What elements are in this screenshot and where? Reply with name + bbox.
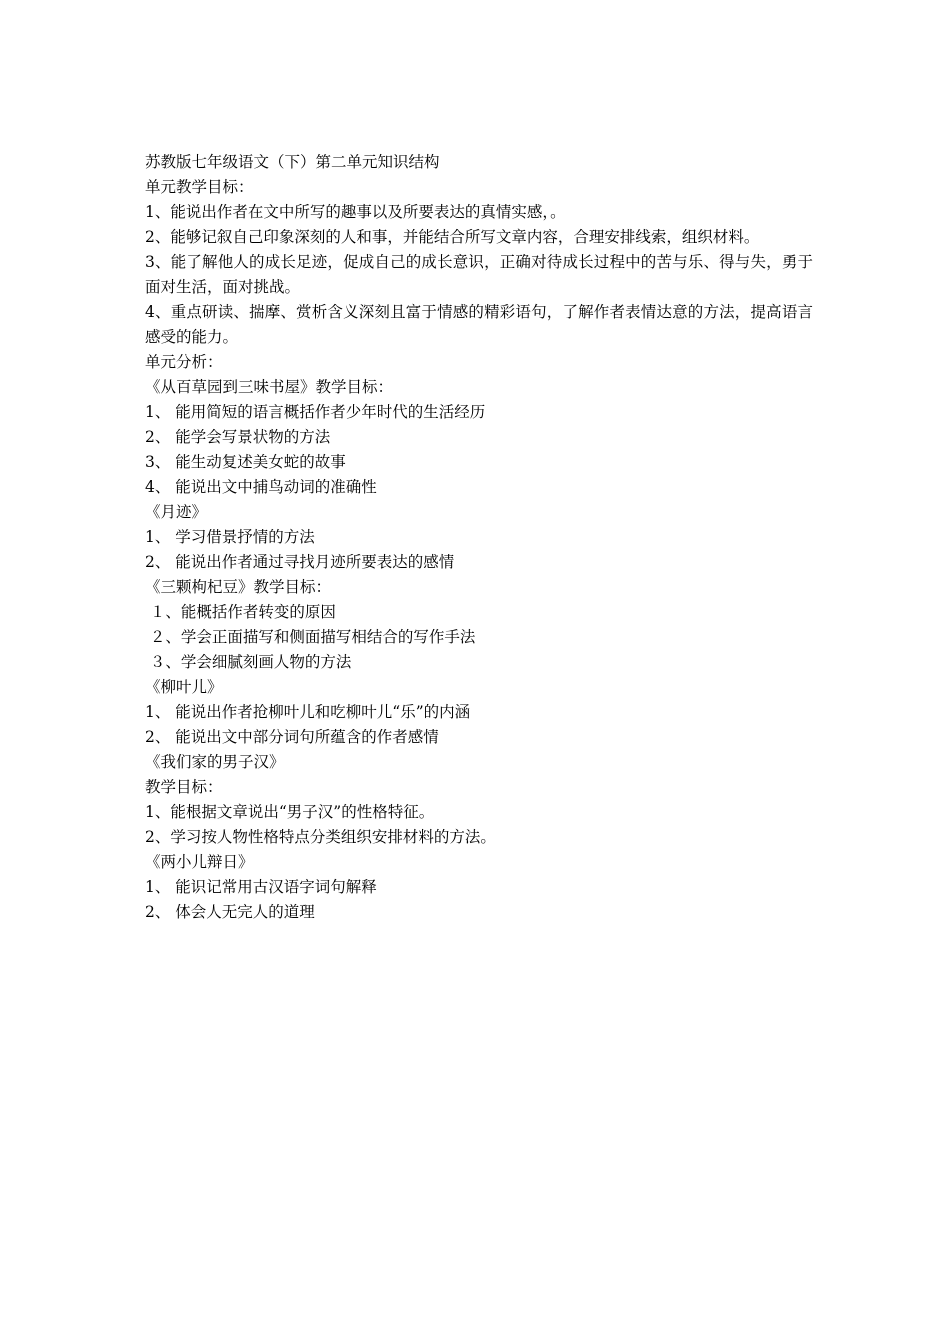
lesson-item: 2、 能说出文中部分词句所蕴含的作者感情 <box>145 728 439 746</box>
document-content <box>145 150 813 925</box>
lesson-item: 4、 能说出文中捕鸟动词的准确性 <box>145 478 377 496</box>
lesson-item: 1、 能说出作者抢柳叶儿和吃柳叶儿“乐”的内涵 <box>145 703 471 721</box>
lesson-item: 2、 能说出作者通过寻找月迹所要表达的感情 <box>145 553 455 571</box>
lesson-heading: 《两小儿辩日》 <box>145 853 254 871</box>
lesson-subheading: 教学目标： <box>145 778 223 796</box>
lesson-item: 1、 能用简短的语言概括作者少年时代的生活经历 <box>145 403 486 421</box>
unit-goal-item: 3、能了解他人的成长足迹，促成自己的成长意识，正确对待成长过程中的苦与乐、得与失，勇于面对生活，面对挑战。 <box>145 253 813 296</box>
lesson-item: 2、 体会人无完人的道理 <box>145 903 315 921</box>
lesson-heading: 《从百草园到三味书屋》教学目标： <box>145 378 394 396</box>
lesson-item: 2、 能学会写景状物的方法 <box>145 428 331 446</box>
unit-goal-item: 4、重点研读、揣摩、赏析含义深刻且富于情感的精彩语句，了解作者表情达意的方法，提高语言感受的能力。 <box>145 303 813 346</box>
unit-goals-heading: 单元教学目标： <box>145 178 254 196</box>
lesson-item: １、能概括作者转变的原因 <box>145 603 336 621</box>
lesson-item: ２、学会正面描写和侧面描写相结合的写作手法 <box>145 628 476 646</box>
lesson-item: 3、 能生动复述美女蛇的故事 <box>145 453 346 471</box>
unit-goal-item: 1、能说出作者在文中所写的趣事以及所要表达的真情实感，。 <box>145 203 566 221</box>
unit-analysis-heading: 单元分析： <box>145 353 223 371</box>
document-title: 苏教版七年级语文（下）第二单元知识结构 <box>145 153 440 171</box>
lesson-item: 1、 学习借景抒情的方法 <box>145 528 315 546</box>
lesson-heading: 《柳叶儿》 <box>145 678 223 696</box>
lesson-item: 1、 能识记常用古汉语字词句解释 <box>145 878 377 896</box>
lesson-heading: 《我们家的男子汉》 <box>145 753 285 771</box>
unit-goal-item: 2、能够记叙自己印象深刻的人和事，并能结合所写文章内容，合理安排线索，组织材料。 <box>145 228 760 246</box>
lesson-item: 1、能根据文章说出“男子汉”的性格特征。 <box>145 803 435 821</box>
lesson-item: 2、学习按人物性格特点分类组织安排材料的方法。 <box>145 828 496 846</box>
lesson-item: ３、学会细腻刻画人物的方法 <box>145 653 352 671</box>
lesson-heading: 《月迹》 <box>145 503 208 521</box>
lesson-heading: 《三颗枸杞豆》教学目标： <box>145 578 332 596</box>
